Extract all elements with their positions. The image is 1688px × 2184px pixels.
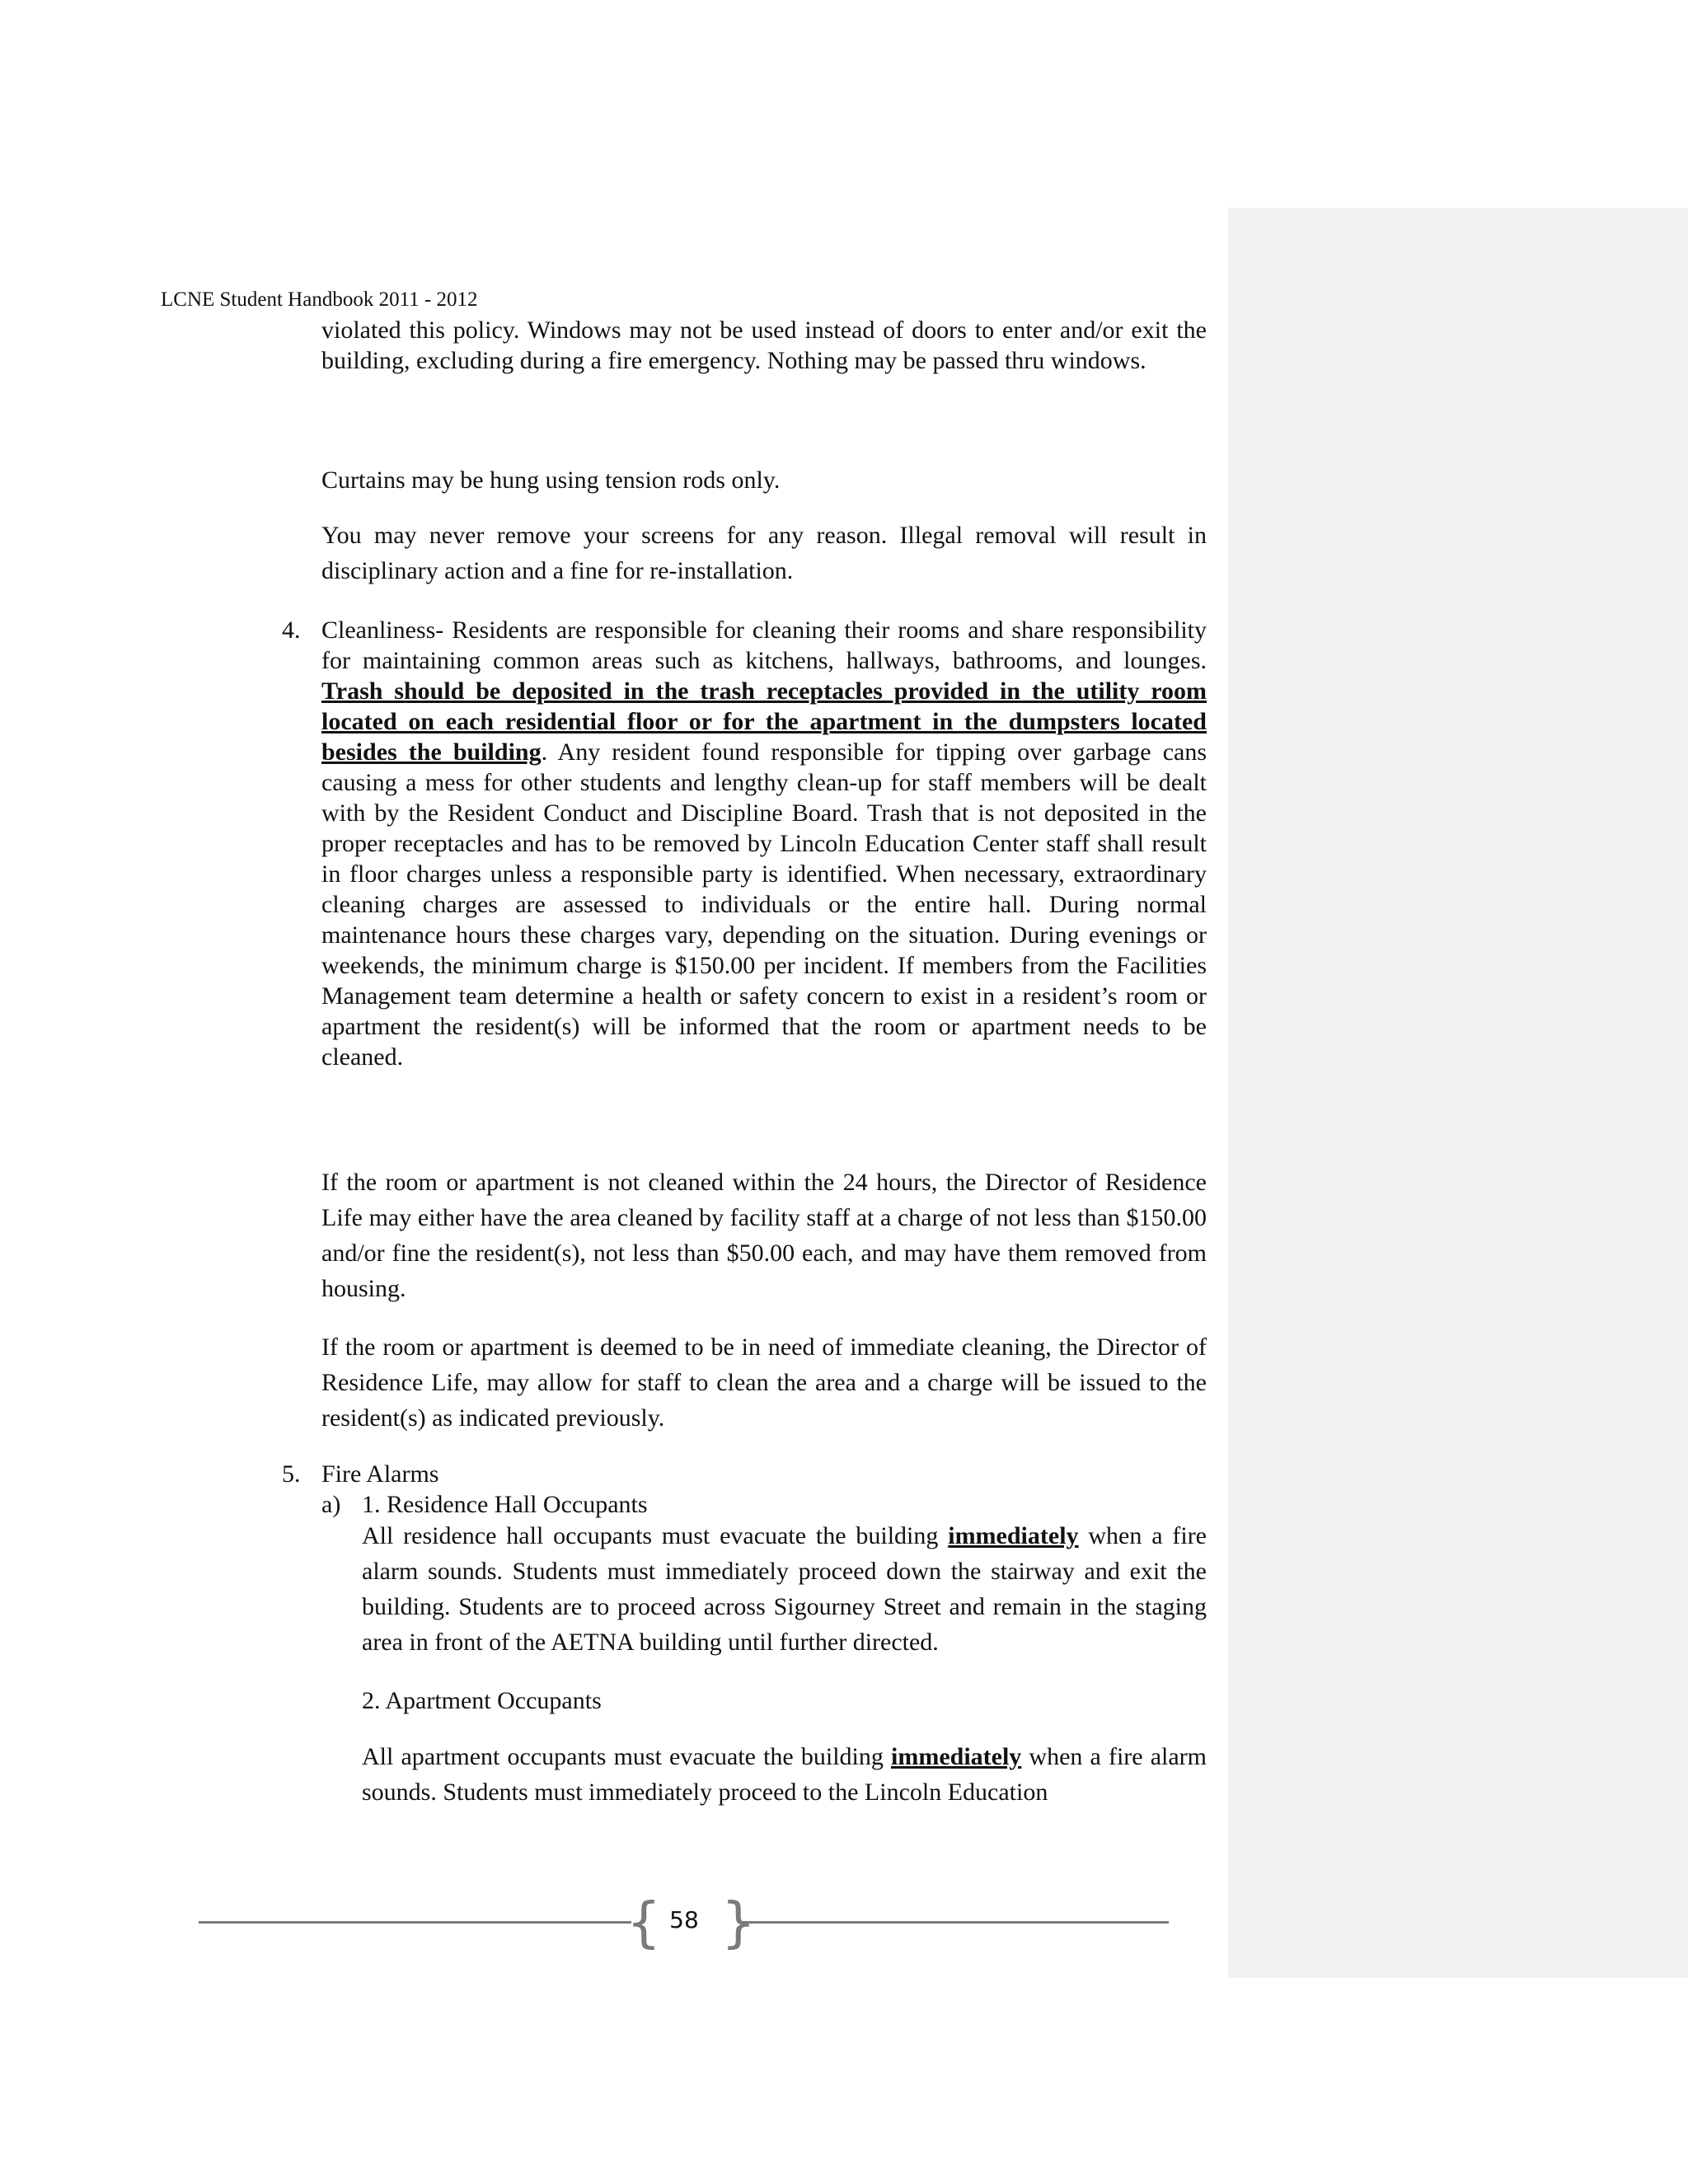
footer-rule-left bbox=[199, 1921, 631, 1924]
list-marker-4: 4. bbox=[282, 616, 301, 644]
apartment-text-a: All apartment occupants must evacuate the building bbox=[362, 1743, 891, 1770]
residence-hall-title: 1. Residence Hall Occupants bbox=[362, 1491, 648, 1518]
paragraph-curtains: Curtains may be hung using tension rods only. bbox=[321, 466, 781, 494]
apartment-text-b: when a fire alarm sounds. Students must immediately proceed to the Lincoln Education bbox=[362, 1743, 1207, 1806]
residence-hall-text-a: All residence hall occupants must evacuate the building bbox=[362, 1522, 949, 1549]
list-marker-5: 5. bbox=[282, 1460, 301, 1488]
cleanliness-emphasis: Trash should be deposited in the trash receptacles provided in the utility room located on each residential floor or for the apartment in the dumpsters located besides the building bbox=[321, 677, 1207, 766]
paragraph-residence-hall bbox=[362, 1518, 1207, 1660]
apartment-title: 2. Apartment Occupants bbox=[362, 1687, 602, 1714]
residence-hall-text-b: when a fire alarm sounds. Students must immediately proceed down the stairway and exit the building. Students are to proceed across Sigourney Street and remain in the staging area in front of the AETNA building until further directed. bbox=[362, 1522, 1207, 1656]
paragraph-24-hours: If the room or apartment is not cleaned within the 24 hours, the Director of Residence Life may either have the area cleaned by facility staff at a charge of not less than $150.00 and/or fine the resident(s), not less than $50.00 each, and may have them removed from housing. bbox=[321, 1169, 1207, 1302]
footer-brace-left: { bbox=[626, 1891, 661, 1954]
footer-rule-right bbox=[740, 1921, 1169, 1924]
cleanliness-lead: Cleanliness- Residents are responsible for cleaning their rooms and share responsibility for maintaining common areas such as kitchens, hallways, bathrooms, and lounges. bbox=[321, 616, 1207, 674]
paragraph-windows: violated this policy. Windows may not be used instead of doors to enter and/or exit the building, excluding during a fire emergency. Nothing may be passed thru windows. bbox=[321, 316, 1207, 374]
running-header: LCNE Student Handbook 2011 - 2012 bbox=[161, 288, 478, 311]
page-number: 58 bbox=[669, 1906, 699, 1933]
apartment-emphasis: immediately bbox=[891, 1743, 1022, 1770]
sub-marker-a: a) bbox=[321, 1491, 341, 1518]
footer-brace-right: } bbox=[721, 1891, 756, 1954]
paragraph-cleanliness bbox=[321, 615, 1207, 1072]
paragraph-screens: You may never remove your screens for any reason. Illegal removal will result in disciplinary action and a fine for re-installation. bbox=[321, 522, 1207, 584]
residence-hall-emphasis: immediately bbox=[948, 1522, 1079, 1549]
cleanliness-rest: . Any resident found responsible for tipping over garbage cans causing a mess for other students and lengthy clean-up for staff members will be dealt with by the Resident Conduct and Discipline Board. Trash that is not deposited in the proper receptacles and has to be removed by Lincoln Education Center staff shall result in floor charges unless a responsible party is identified. When necessary, extraordinary cleaning charges are assessed to individuals or the entire hall. During normal maintenance hours these charges vary, depending on the situation. During evenings or weekends, the minimum charge is $150.00 per incident. If members from the Facilities Management team determine a health or safety concern to exist in a resident’s room or apartment the resident(s) will be informed that the room or apartment needs to be cleaned. bbox=[321, 738, 1207, 1071]
paragraph-apartment bbox=[362, 1739, 1207, 1810]
fire-alarms-title: Fire Alarms bbox=[321, 1460, 439, 1488]
paragraph-immediate-cleaning: If the room or apartment is deemed to be in need of immediate cleaning, the Director of Residence Life, may allow for staff to clean the area and a charge will be issued to the resident(s) as indicated previously. bbox=[321, 1333, 1207, 1432]
comment-pane bbox=[1228, 208, 1688, 1978]
